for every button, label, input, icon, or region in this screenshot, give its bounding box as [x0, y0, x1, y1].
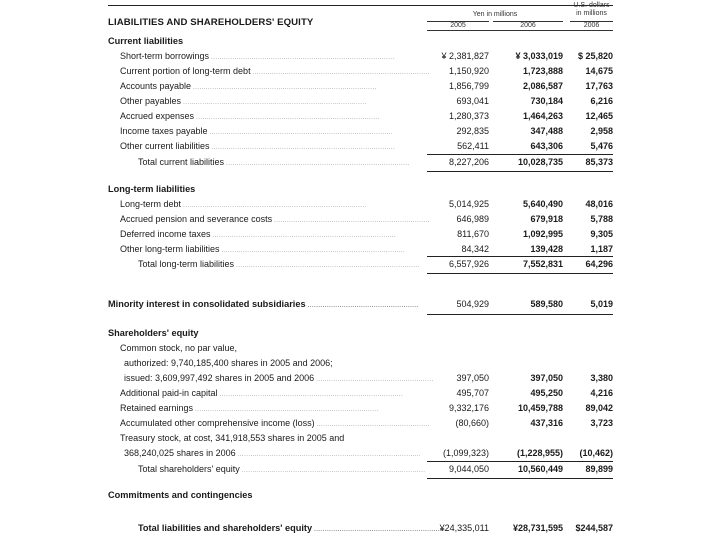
value-2006: 495,250: [530, 388, 563, 398]
value-2005: 9,044,050: [448, 464, 489, 474]
grand-total-row: Total liabilities and shareholders' equity . . . ¥24,335,011 ¥28,731,595 $244,587: [108, 521, 613, 536]
value-2005: 562,411: [457, 141, 489, 151]
value-2005: 1,280,373: [448, 111, 489, 121]
value-2005: 811,670: [457, 229, 489, 239]
value-2006: 10,560,449: [517, 464, 563, 474]
value-usd-2006: (10,462): [579, 448, 613, 458]
value-2005: (80,660): [455, 418, 489, 428]
value-usd-2006: 3,380: [590, 373, 613, 383]
value-2006: ¥28,731,595: [512, 523, 563, 533]
value-2005: 1,150,920: [448, 66, 489, 76]
value-2006: 589,580: [530, 299, 563, 309]
value-2005: 5,014,925: [448, 199, 489, 209]
table-row: Other long-term liabilities . . . 84,342 139,428 1,187: [108, 242, 613, 257]
value-2005: 84,342: [461, 244, 489, 254]
total-rule: [427, 273, 613, 274]
value-2006: 1,464,263: [522, 111, 563, 121]
value-2006: 2,086,587: [522, 81, 563, 91]
table-row: Accumulated other comprehensive income (loss) . . . (80,660) 437,316 3,723: [108, 416, 613, 431]
table-row: Accrued expenses . . . 1,280,373 1,464,263 12,465: [108, 109, 613, 124]
value-2005: 397,050: [456, 373, 489, 383]
value-2005: 9,332,176: [448, 403, 489, 413]
section-heading-shareholders-equity: Shareholders' equity: [108, 328, 199, 338]
value-2006: 5,640,490: [522, 199, 563, 209]
column-header-usd-2006: 2006: [570, 21, 613, 30]
table-row: issued: 3,609,997,492 shares in 2005 and 2006 . . . 397,050 397,050 3,380: [108, 371, 613, 386]
column-header-2005: 2005: [427, 21, 489, 30]
column-header-2006: 2006: [493, 21, 563, 30]
section-heading-commitments: Commitments and contingencies: [108, 490, 253, 500]
value-usd-2006: 89,042: [585, 403, 613, 413]
value-usd-2006: 2,958: [590, 126, 613, 136]
value-2006: 1,092,995: [522, 229, 563, 239]
value-2005: 495,707: [456, 388, 489, 398]
usd-column-group-label: [570, 2, 613, 17]
total-row-shareholders-equity: Total shareholders' equity . . . 9,044,050 10,560,449 89,899: [108, 462, 613, 477]
table-row: Other current liabilities . . . 562,411 643,306 5,476: [108, 139, 613, 154]
top-rule: [108, 5, 613, 6]
table-row: 368,240,025 shares in 2006 . . . (1,099,323) (1,228,955) (10,462): [108, 446, 613, 461]
value-2005: 292,835: [456, 126, 489, 136]
value-2005: 1,856,799: [448, 81, 489, 91]
value-usd-2006: 4,216: [590, 388, 613, 398]
value-2005: 646,989: [456, 214, 489, 224]
value-usd-2006: $244,587: [575, 523, 613, 533]
value-usd-2006: 6,216: [590, 96, 613, 106]
table-row: Additional paid-in capital . . . 495,707 495,250 4,216: [108, 386, 613, 401]
value-usd-2006: 5,788: [590, 214, 613, 224]
value-usd-2006: 9,305: [590, 229, 613, 239]
value-2006: 679,918: [530, 214, 563, 224]
value-usd-2006: 3,723: [590, 418, 613, 428]
usd-group-line1: U.S. dollars: [573, 2, 610, 9]
value-2006: 730,184: [530, 96, 563, 106]
section-heading-long-term-liabilities: Long-term liabilities: [108, 184, 196, 194]
yen-column-group-label: Yen in millions: [472, 11, 518, 18]
section-heading-current-liabilities: Current liabilities: [108, 36, 184, 46]
total-row-long-term-liabilities: Total long-term liabilities . . . 6,557,926 7,552,831 64,296: [108, 257, 613, 272]
value-usd-2006: 85,373: [585, 157, 613, 167]
value-2006: 1,723,888: [522, 66, 563, 76]
value-usd-2006: 48,016: [585, 199, 613, 209]
statement-title: LIABILITIES AND SHAREHOLDERS' EQUITY: [108, 17, 314, 28]
value-2006: 437,316: [530, 418, 563, 428]
value-2006: 7,552,831: [522, 259, 563, 269]
value-2006: 139,428: [530, 244, 563, 254]
table-row: Other payables . . . 693,041 730,184 6,216: [108, 94, 613, 109]
total-rule: [427, 171, 613, 172]
value-2005: 693,041: [456, 96, 489, 106]
common-stock-line1: Common stock, no par value,: [120, 343, 238, 353]
value-2005: 6,557,926: [448, 259, 489, 269]
treasury-stock-line1: Treasury stock, at cost, 341,918,553 shares in 2005 and: [120, 433, 345, 443]
value-2005: ¥24,335,011: [439, 523, 489, 533]
table-row: Current portion of long-term debt . . . 1,150,920 1,723,888 14,675: [108, 64, 613, 79]
minority-interest-row: Minority interest in consolidated subsidiaries . . . 504,929 589,580 5,019: [108, 297, 613, 312]
table-row: Deferred income taxes . . . 811,670 1,092,995 9,305: [108, 227, 613, 242]
value-2006: 397,050: [530, 373, 563, 383]
value-2006: 347,488: [530, 126, 563, 136]
value-usd-2006: 5,476: [590, 141, 613, 151]
common-stock-line2: authorized: 9,740,185,400 shares in 2005 and 2006;: [124, 358, 333, 368]
value-2005: 504,929: [456, 299, 489, 309]
table-row: Accounts payable . . . 1,856,799 2,086,587 17,763: [108, 79, 613, 94]
value-usd-2006: 89,899: [585, 464, 613, 474]
table-row: Short-term borrowings . . . ¥ 2,381,827 ¥ 3,033,019 $ 25,820: [108, 49, 613, 64]
value-2006: ¥ 3,033,019: [515, 51, 563, 61]
total-rule: [427, 478, 613, 479]
value-usd-2006: $ 25,820: [577, 51, 613, 61]
value-2005: ¥ 2,381,827: [441, 51, 489, 61]
total-row-current-liabilities: Total current liabilities . . . 8,227,206 10,028,735 85,373: [108, 155, 613, 170]
value-2005: (1,099,323): [442, 448, 489, 458]
value-usd-2006: 5,019: [590, 299, 613, 309]
table-row: Accrued pension and severance costs . . . 646,989 679,918 5,788: [108, 212, 613, 227]
value-2005: 8,227,206: [448, 157, 489, 167]
value-2006: 643,306: [530, 141, 563, 151]
value-usd-2006: 14,675: [585, 66, 613, 76]
usd-group-line2: in millions: [576, 9, 607, 17]
value-usd-2006: 64,296: [585, 259, 613, 269]
value-2006: 10,028,735: [517, 157, 563, 167]
value-2006: (1,228,955): [516, 448, 563, 458]
table-row: Long-term debt . . . 5,014,925 5,640,490 48,016: [108, 197, 613, 212]
table-row: Income taxes payable . . . 292,835 347,488 2,958: [108, 124, 613, 139]
value-2006: 10,459,788: [517, 403, 563, 413]
table-row: Retained earnings . . . 9,332,176 10,459,788 89,042: [108, 401, 613, 416]
value-usd-2006: 1,187: [590, 244, 613, 254]
value-usd-2006: 17,763: [585, 81, 613, 91]
value-usd-2006: 12,465: [585, 111, 613, 121]
total-rule: [427, 314, 613, 315]
header-rule: [427, 30, 613, 31]
